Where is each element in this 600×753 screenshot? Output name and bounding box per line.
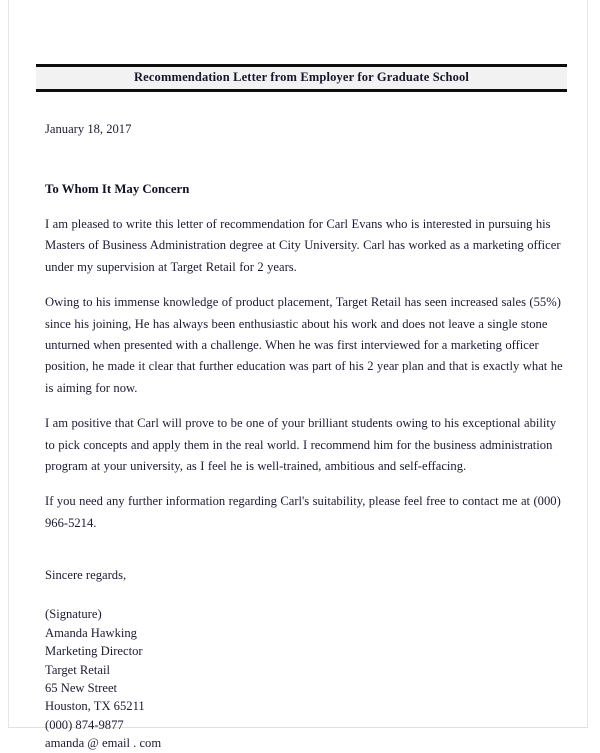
letter-paragraph-1: I am pleased to write this letter of recommendation for Carl Evans who is interested in pursuing his Masters of Business Administration degree at City University. Carl has worked as a marketing officer under my supervision at Target Retail for 2 years. xyxy=(45,217,561,274)
letter-paragraph-2: Owing to his immense knowledge of product placement, Target Retail has seen increased sales (55%) since his joining, He has always been enthusiastic about his work and does not leave a single stone unturned when presented with a challenge. When he was first interviewed for a marketing officer position, he made it clear that further education was part of his 2 year plan and that is exactly what he is aiming for now. xyxy=(45,295,563,395)
letter-closing: Sincere regards, xyxy=(45,568,127,583)
document-title: Recommendation Letter from Employer for Graduate School xyxy=(133,70,470,84)
letter-paragraph-3: I am positive that Carl will prove to be one of your brilliant students owing to his exceptional ability to pick concepts and apply them in the real world. I recommend him for the business administration program at your university, as I feel he is well-trained, ambitious and self-effacing. xyxy=(45,416,557,474)
signature-placeholder: (Signature) xyxy=(45,607,102,622)
document-title-band xyxy=(36,64,567,92)
signer-city-state-zip: Houston, TX 65211 xyxy=(45,699,145,714)
letter-body xyxy=(45,120,569,753)
signer-company: Target Retail xyxy=(45,662,110,677)
letter-date: January 18, 2017 xyxy=(45,122,132,136)
signature-block xyxy=(45,605,569,752)
signer-name: Amanda Hawking xyxy=(45,625,137,640)
document-page xyxy=(8,0,588,751)
letter-paragraph-4: If you need any further information regarding Carl's suitability, please feel free to contact me at (000) 966-5214. xyxy=(45,494,561,530)
signer-email: amanda @ email . com xyxy=(45,736,162,751)
letter-salutation: To Whom It May Concern xyxy=(45,182,190,196)
signer-title: Marketing Director xyxy=(45,644,143,659)
signer-street-address: 65 New Street xyxy=(45,680,118,695)
signer-phone: (000) 874-9877 xyxy=(45,717,124,732)
page-content-area xyxy=(36,0,569,751)
